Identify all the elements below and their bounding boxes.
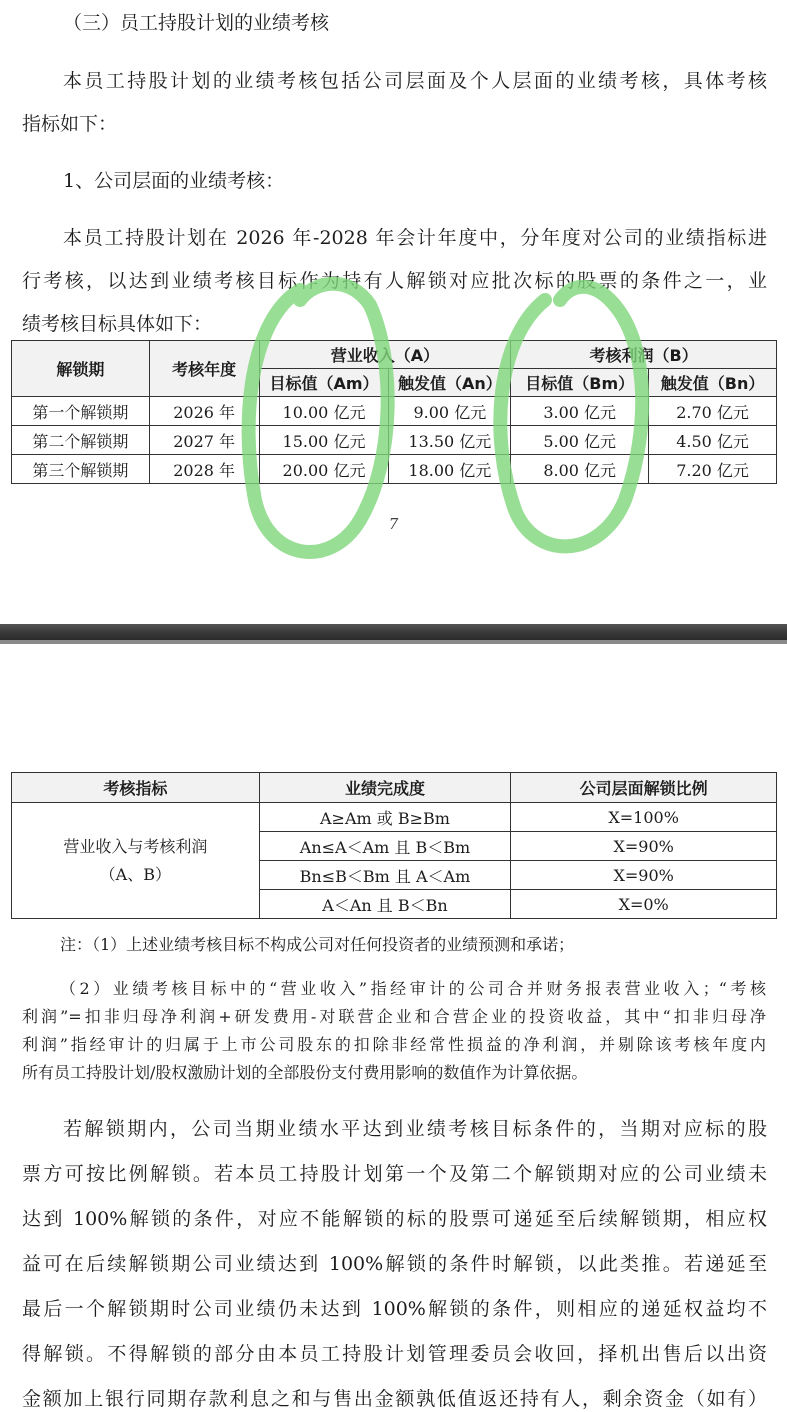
cell-ratio: X=100% <box>511 803 777 832</box>
header-completion: 业绩完成度 <box>259 773 511 803</box>
paragraph-line: 若解锁期内，公司当期业绩水平达到业绩考核目标条件的，当期对应标的股 <box>63 1118 767 1140</box>
cell-ratio: X=90% <box>511 832 777 861</box>
cell-completion: A≥Am 或 B≥Bm <box>259 803 511 832</box>
cell-year: 2026 年 <box>149 397 259 426</box>
header-period: 解锁期 <box>12 341 150 397</box>
note-2-line: （2）业绩考核目标中的“营业收入”指经审计的公司合并财务报表营业收入；“考核 <box>60 979 766 998</box>
cell-period: 第二个解锁期 <box>12 426 150 455</box>
header-bm: 目标值（Bm） <box>511 369 649 397</box>
header-am: 目标值（Am） <box>259 369 389 397</box>
header-year: 考核年度 <box>149 341 259 397</box>
cell-ratio: X=90% <box>511 861 777 890</box>
cell-bm: 5.00 亿元 <box>511 426 649 455</box>
cell-year: 2027 年 <box>149 426 259 455</box>
cell-an: 13.50 亿元 <box>389 426 511 455</box>
note-2-line: 利润”=扣非归母净利润+研发费用-对联营企业和合营企业的投资收益，其中“扣非归母净 <box>22 1007 766 1026</box>
paragraph-line: 行考核，以达到业绩考核目标作为持有人解锁对应批次标的股票的条件之一，业 <box>22 270 767 292</box>
paragraph-line: 达到 100%解锁的条件，对应不能解锁的标的股票可递延至后续解锁期，相应权 <box>22 1208 767 1230</box>
header-an: 触发值（An） <box>389 369 511 397</box>
paragraph-line: 绩考核目标具体如下： <box>22 313 213 335</box>
cell-an: 18.00 亿元 <box>389 455 511 484</box>
document-page-1 <box>0 0 787 624</box>
table-row <box>12 426 777 455</box>
indicator-line: 营业收入与考核利润 <box>63 836 208 856</box>
cell-indicator <box>12 803 260 919</box>
cell-period: 第三个解锁期 <box>12 455 150 484</box>
cell-ratio: X=0% <box>511 890 777 919</box>
cell-am: 15.00 亿元 <box>259 426 389 455</box>
note-1: 注：（1）上述业绩考核目标不构成公司对任何投资者的业绩预测和承诺； <box>60 935 575 954</box>
paragraph-line: 本员工持股计划的业绩考核包括公司层面及个人层面的业绩考核，具体考核 <box>63 70 767 92</box>
cell-bn: 7.20 亿元 <box>649 455 777 484</box>
header-indicator: 考核指标 <box>12 773 260 803</box>
paragraph-line: 本员工持股计划在 2026 年-2028 年会计年度中，分年度对公司的业绩指标进 <box>63 227 767 249</box>
cell-am: 20.00 亿元 <box>259 455 389 484</box>
cell-year: 2028 年 <box>149 455 259 484</box>
table-row <box>12 803 777 832</box>
cell-bm: 3.00 亿元 <box>511 397 649 426</box>
cell-bn: 2.70 亿元 <box>649 397 777 426</box>
table-row <box>12 455 777 484</box>
sub-heading: 1、公司层面的业绩考核： <box>63 170 285 192</box>
cell-period: 第一个解锁期 <box>12 397 150 426</box>
cell-bm: 8.00 亿元 <box>511 455 649 484</box>
performance-target-table <box>11 340 777 484</box>
cell-completion: Bn≤B＜Bm 且 A＜Am <box>259 861 511 890</box>
header-profit: 考核利润（B） <box>511 341 777 369</box>
unlock-ratio-table <box>11 772 777 919</box>
paragraph-line: 益可在后续解锁期公司业绩达到 100%解锁的条件时解锁，以此类推。若递延至 <box>22 1253 767 1275</box>
section-title: （三）员工持股计划的业绩考核 <box>63 12 330 34</box>
note-2-line: 所有员工持股计划/股权激励计划的全部股份支付费用影响的数值作为计算依据。 <box>22 1063 588 1082</box>
table-row <box>12 397 777 426</box>
cell-completion: A＜An 且 B＜Bn <box>259 890 511 919</box>
cell-am: 10.00 亿元 <box>259 397 389 426</box>
note-2-line: 利润”指经审计的归属于上市公司股东的扣除非经常性损益的净利润，并剔除该考核年度内 <box>22 1035 766 1054</box>
header-revenue: 营业收入（A） <box>259 341 511 369</box>
page-number: 7 <box>388 515 399 533</box>
paragraph-line: 票方可按比例解锁。若本员工持股计划第一个及第二个解锁期对应的公司业绩未 <box>22 1163 767 1185</box>
cell-bn: 4.50 亿元 <box>649 426 777 455</box>
paragraph-line: 指标如下： <box>22 113 118 135</box>
header-bn: 触发值（Bn） <box>649 369 777 397</box>
cell-completion: An≤A＜Am 且 B＜Bm <box>259 832 511 861</box>
indicator-line: （A、B） <box>99 864 171 884</box>
paragraph-line: 得解锁。不得解锁的部分由本员工持股计划管理委员会收回，择机出售后以出资 <box>22 1343 767 1365</box>
paragraph-line: 最后一个解锁期时公司业绩仍未达到 100%解锁的条件，则相应的递延权益均不 <box>22 1298 767 1320</box>
header-ratio: 公司层面解锁比例 <box>511 773 777 803</box>
cell-an: 9.00 亿元 <box>389 397 511 426</box>
paragraph-line: 金额加上银行同期存款利息之和与售出金额孰低值返还持有人，剩余资金（如有） <box>22 1388 767 1410</box>
